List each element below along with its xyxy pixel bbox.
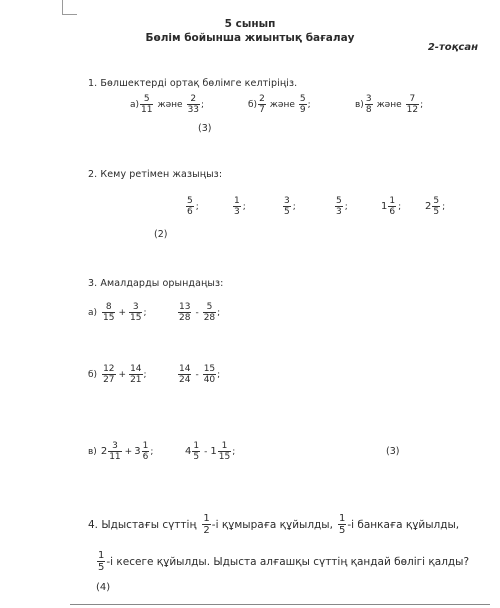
q4-line-1: 4. Ыдыстағы сүттің $\frac{1}{2}$ -і құмыраға құйылды, $\frac{1}{5}$ -і банкаға құйылды,	[88, 513, 460, 536]
crop-mark	[62, 0, 77, 15]
fraction: $\frac{2}{7}$	[259, 94, 265, 115]
fraction: $\frac{3}{8}$	[365, 94, 372, 115]
q3-c-expr-1: в) 2 $\frac{3}{11}$ + 3 $\frac{1}{6}$ ;	[88, 441, 154, 462]
q3-points: (3)	[386, 446, 400, 457]
q1-points: (3)	[198, 123, 212, 134]
assessment-title: Бөлім бойынша жиынтық бағалау	[145, 32, 355, 44]
grade-title: 5 сынып	[224, 18, 276, 30]
q3-a-expr-2: $\frac{13}{28}$ - $\frac{5}{28}$ ;	[179, 302, 221, 323]
q2-fraction-5: 1 $\frac{1}{6}$ ;	[381, 196, 402, 217]
q2-text: 2. Кему ретімен жазыңыз:	[88, 169, 223, 180]
q2-fraction-2: $\frac{1}{3}$ ;	[234, 196, 246, 217]
fraction: $\frac{2}{33}$	[187, 94, 200, 115]
q2-fraction-3: $\frac{3}{5}$ ;	[284, 196, 296, 217]
quarter-label: 2-тоқсан	[427, 42, 478, 53]
fraction: $\frac{5}{11}$	[141, 94, 153, 115]
q1-item-c: в) $\frac{3}{8}$ және $\frac{7}{12}$ ;	[355, 94, 424, 115]
q3-a-expr-1: а) $\frac{8}{15}$ + $\frac{3}{15}$ ;	[88, 302, 147, 323]
q1-item-b: б) $\frac{2}{7}$ және $\frac{5}{9}$ ;	[248, 94, 311, 115]
q1-item-a: а) $\frac{5}{11}$ және $\frac{2}{33}$ ;	[130, 94, 205, 115]
q2-fraction-1: $\frac{5}{6}$ ;	[187, 196, 199, 217]
q2-points: (2)	[154, 229, 168, 240]
q3-b-expr-1: б) $\frac{12}{27}$ + $\frac{14}{21}$ ;	[88, 364, 147, 385]
fraction: $\frac{5}{9}$	[299, 94, 306, 115]
q4-points: (4)	[96, 582, 111, 593]
q2-fraction-6: 2 $\frac{5}{5}$ ;	[425, 196, 446, 217]
q3-c-expr-2: 4 $\frac{1}{5}$ - 1 $\frac{1}{15}$ ;	[185, 441, 236, 462]
q3-text: 3. Амалдарды орындаңыз:	[88, 278, 224, 289]
bottom-divider	[70, 604, 490, 605]
q3-b-expr-2: $\frac{14}{24}$ - $\frac{15}{40}$ ;	[179, 364, 221, 385]
fraction: $\frac{7}{12}$	[406, 94, 419, 115]
q4-line-2: $\frac{1}{5}$ -і кесеге құйылды. Ыдыста алғашқы сүттің қандай бөлігі қалды?	[98, 550, 470, 573]
q1-text: 1. Бөлшектерді ортақ бөлімге келтіріңіз.	[88, 78, 298, 89]
q2-fraction-4: $\frac{5}{3}$ ;	[336, 196, 348, 217]
